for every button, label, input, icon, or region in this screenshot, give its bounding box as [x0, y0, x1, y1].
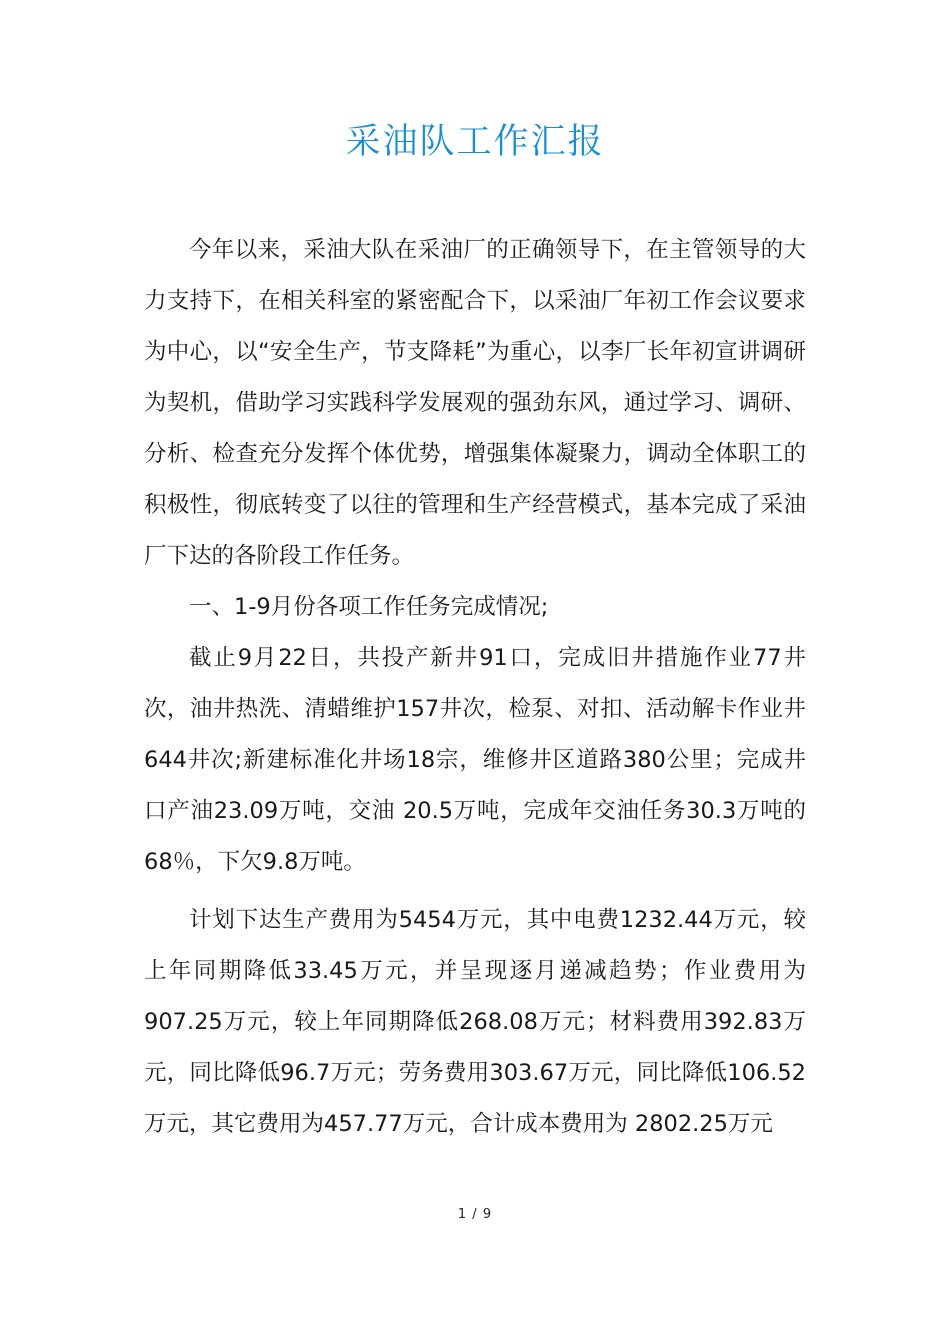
paragraph-intro: 今年以来，采油大队在采油厂的正确领导下，在主管领导的大力支持下，在相关科室的紧密配合下，以采油厂年初工作会议要求为中心，以“安全生产，节支降耗”为重心，以李厂长年初宣讲调研为契机，借助学习实践科学发展观的强劲东风，通过学习、调研、分析、检查充分发挥个体优势，增强集体凝聚力，调动全体职工的积极性，彻底转变了以往的管理和生产经营模式，基本完成了采油厂下达的各阶段工作任务。: [144, 237, 806, 569]
document-title: 采油队工作汇报: [345, 122, 605, 162]
page-number: 1 / 9: [457, 1207, 493, 1222]
paragraph-progress: 截止9月22日，共投产新井91口，完成旧井措施作业77井次，油井热洗、清蜡维护157井次，检泵、对扣、活动解卡作业井644井次;新建标准化井场18宗，维修井区道路380公里；完成井口产油23.09万吨，交油 20.5万吨，完成年交油任务30.3万吨的68％，下欠9.8万吨。: [144, 645, 806, 875]
section-heading-1: 一、1-9月份各项工作任务完成情况;: [189, 594, 549, 620]
paragraph-costs: 计划下达生产费用为5454万元，其中电费1232.44万元，较上年同期降低33.45万元，并呈现逐月递减趋势；作业费用为907.25万元，较上年同期降低268.08万元；材料费用392.83万元，同比降低96.7万元；劳务费用303.67万元，同比降低106.52万元，其它费用为457.77万元，合计成本费用为 2802.25万元: [144, 907, 806, 1137]
document-body: [144, 225, 806, 1150]
